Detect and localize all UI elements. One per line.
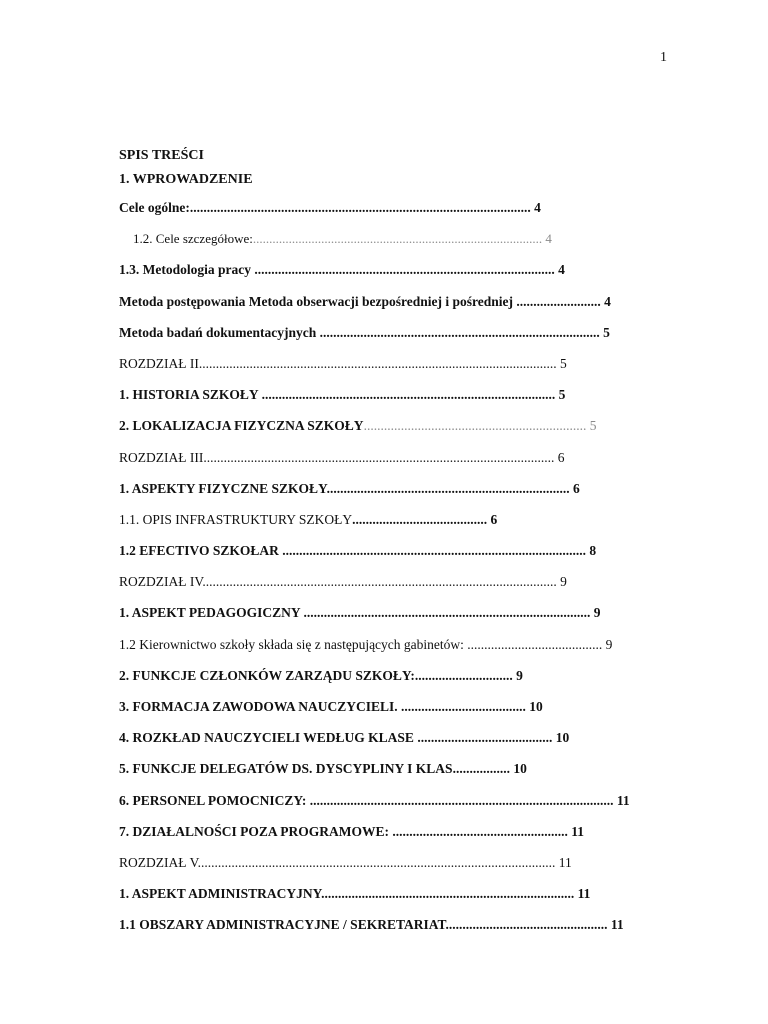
toc-entry[interactable] [119, 916, 719, 947]
toc-entry[interactable] [119, 854, 719, 885]
section-title: 1. WPROWADZENIE [119, 172, 253, 187]
toc-entry-leader: .......................................................................................................... [198, 355, 557, 371]
toc-entry[interactable] [119, 230, 719, 261]
toc-entry-leader: ..................................................................................................... [189, 200, 531, 215]
toc-entry[interactable] [119, 885, 719, 916]
toc-entry-label: 1. ASPEKT ADMINISTRACYJNY [119, 886, 322, 902]
table-of-contents [119, 147, 719, 948]
toc-entry-label: 6. PERSONEL POMOCNICZY: [119, 792, 307, 808]
toc-entry[interactable] [119, 449, 719, 480]
toc-entry[interactable] [119, 636, 719, 667]
toc-entry-page-number: 9 [512, 667, 523, 683]
toc-entry-page-number: 4 [600, 293, 611, 309]
toc-entry-page-number: 11 [613, 792, 630, 808]
toc-entry-page-number: 5 [599, 324, 610, 340]
toc-entry-label: 1.1. OPIS INFRASTRUKTURY SZKOŁY [119, 511, 353, 527]
toc-entry[interactable] [119, 355, 719, 386]
toc-entry[interactable] [119, 324, 719, 355]
toc-entry-leader: ................. [452, 761, 510, 777]
toc-entry[interactable] [119, 199, 719, 230]
toc-entry-leader: ..................................... [397, 699, 526, 714]
toc-entry-leader: ........................................................................... [321, 886, 575, 902]
toc-entry[interactable] [119, 698, 719, 729]
toc-entry-page-number: 9 [590, 605, 601, 621]
toc-entry-label: ROZDZIAŁ II [119, 355, 199, 371]
toc-entry-page-number: 9 [602, 636, 613, 652]
toc-entry-page-number: 8 [586, 543, 597, 559]
toc-entry[interactable] [119, 386, 719, 417]
toc-entry-leader: ............................. [414, 667, 513, 683]
toc-entry-leader: .......................................................................................................... [197, 854, 556, 870]
toc-entry[interactable] [119, 542, 719, 573]
toc-entry-leader: ........................................ [463, 636, 603, 652]
toc-entry-label: ROZDZIAŁ V [119, 854, 198, 870]
page-number: 1 [660, 50, 667, 65]
toc-entry[interactable] [119, 760, 719, 791]
toc-entry-leader: .......................................................................................... [306, 792, 614, 808]
toc-entry-label: Metoda postępowania Metoda obserwacji bezpośredniej i pośredniej [119, 293, 513, 309]
toc-entry-label: 1.2. Cele szczegółowe: [133, 231, 253, 247]
toc-entry-page-number: 11 [574, 886, 591, 902]
toc-entry-label: 1. ASPEKTY FIZYCZNE SZKOŁY [119, 480, 327, 496]
toc-entry-label: 4. ROZKŁAD NAUCZYCIELI WEDŁUG KLASE [119, 730, 414, 746]
toc-entry-label: ROZDZIAŁ III [119, 449, 204, 465]
toc-entry[interactable] [119, 293, 719, 324]
toc-entry-page-number: 9 [556, 574, 567, 590]
toc-entry-leader: ........................................................................................................ [203, 449, 555, 465]
toc-entry-leader: ........................................................................ [326, 480, 570, 496]
toc-entry-leader: ......................................................................................... [252, 231, 543, 247]
toc-entry-page-number: 11 [607, 917, 624, 933]
toc-entry[interactable] [119, 667, 719, 698]
toc-entry-leader: .................................................................. [363, 418, 587, 434]
toc-entry-label: 1. HISTORIA SZKOŁY [119, 387, 259, 403]
toc-entry[interactable] [119, 417, 719, 448]
toc-entry-label: 1.2 Kierownictwo szkoły składa się z następujących gabinetów: [119, 636, 464, 652]
toc-entry-label: Metoda badań dokumentacyjnych [119, 324, 317, 340]
toc-entry-page-number: 5 [555, 387, 566, 403]
toc-entry-label: 1.1 OBSZARY ADMINISTRACYJNE / SEKRETARIAT [119, 917, 446, 933]
toc-entry-page-number: 6 [554, 449, 565, 465]
toc-entry-page-number: 4 [554, 262, 565, 278]
toc-entry-page-number: 4 [530, 200, 541, 215]
toc-entry-leader: ......................................................................................................... [202, 574, 557, 590]
toc-entry-leader: ................................................................................... [316, 324, 600, 340]
toc-entry-label: 2. LOKALIZACJA FIZYCZNA SZKOŁY [119, 418, 364, 434]
toc-entry-page-number: 5 [556, 355, 567, 371]
toc-entry-page-number: 4 [542, 231, 552, 247]
toc-entry-page-number: 10 [552, 730, 570, 746]
toc-entry-label: 2. FUNKCJE CZŁONKÓW ZARZĄDU SZKOŁY: [119, 667, 415, 683]
toc-entry-leader: ......................................................................................... [250, 262, 555, 278]
toc-entry-label: ROZDZIAŁ IV [119, 574, 203, 590]
toc-entry-leader: ..................................................................................... [300, 605, 591, 621]
toc-entry-leader: ....................................................................................... [258, 387, 556, 403]
toc-entry-page-number: 10 [509, 761, 527, 777]
toc-entry-leader: .......................................................................................... [278, 543, 587, 559]
toc-entry[interactable] [119, 573, 719, 604]
toc-entry-label: 5. FUNKCJE DELEGATÓW DS. DYSCYPLINY I KLAS [119, 761, 453, 777]
toc-entry-page-number: 11 [555, 854, 572, 870]
toc-entry-label: 1.2 EFECTIVO SZKOŁAR [119, 543, 279, 559]
toc-entry-label: 1. ASPEKT PEDAGOGICZNY [119, 605, 301, 621]
toc-entry[interactable] [119, 604, 719, 635]
toc-entry-leader: ......................... [512, 293, 601, 309]
toc-entries [119, 199, 719, 948]
toc-entry[interactable] [119, 511, 719, 542]
toc-entry-leader: ........................................ [352, 511, 488, 527]
toc-entry-label: 3. FORMACJA ZAWODOWA NAUCZYCIELI. [119, 699, 398, 714]
toc-entry-leader: ................................................ [445, 917, 608, 933]
toc-entry-leader: .................................................... [389, 823, 568, 839]
toc-entry-leader: ........................................ [413, 730, 553, 746]
toc-entry[interactable] [119, 792, 719, 823]
toc-title: SPIS TREŚCI [119, 148, 204, 163]
toc-entry-page-number: 10 [525, 699, 543, 714]
toc-entry[interactable] [119, 480, 719, 511]
toc-entry-page-number: 11 [567, 823, 585, 839]
toc-entry-label: Cele ogólne: [119, 200, 190, 215]
toc-entry[interactable] [119, 261, 719, 292]
toc-entry-label: 1.3. Metodologia pracy [119, 262, 251, 278]
toc-entry[interactable] [119, 729, 719, 760]
toc-entry-page-number: 6 [569, 480, 580, 496]
toc-entry-page-number: 5 [586, 418, 597, 434]
toc-entry[interactable] [119, 823, 719, 854]
toc-entry-label: 7. DZIAŁALNOŚCI POZA PROGRAMOWE: [119, 823, 390, 839]
toc-entry-page-number: 6 [487, 511, 498, 527]
